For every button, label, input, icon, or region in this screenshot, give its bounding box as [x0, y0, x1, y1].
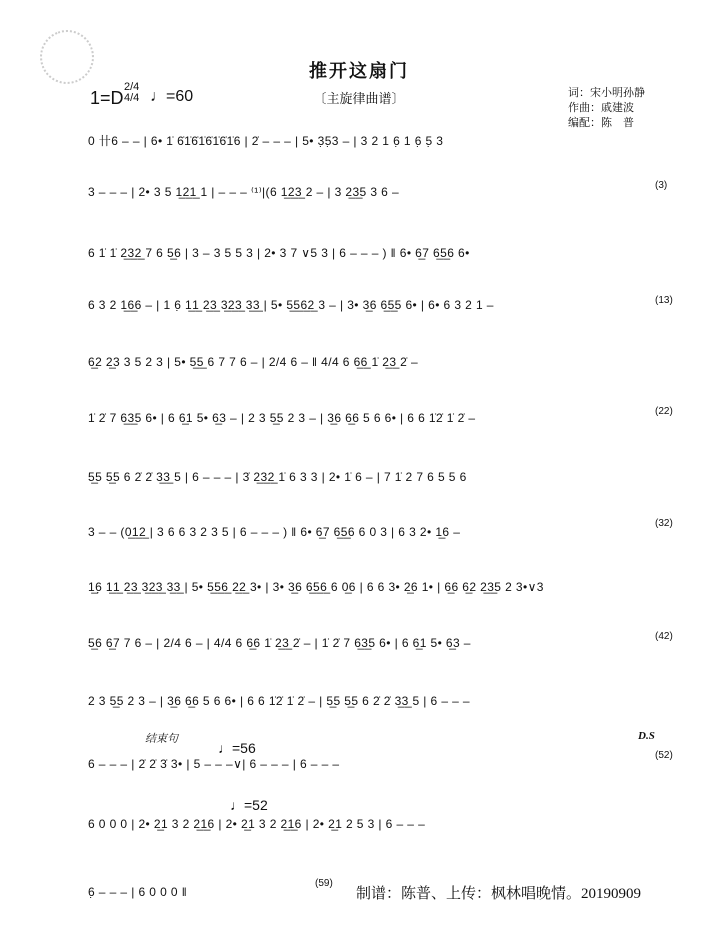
- score-line-9: 1̲6̣ 1̲1̲ 2̲3̲ 3̲2̲3̲ 3̲3̲ | 5• 5̲5̲6̲ 2̲2̲ 3• | 3• 3̲6 6̲5̲6̲ 6 0̲6 | 6 6 3• 2̲6 1• | 6̲6 6̲2 2̲3̲5 2 3•∨3: [88, 580, 544, 594]
- score-line-6: 1̇ 2̇ 7 6̲3̲5 6• | 6 6̲1 5• 6̲3 – | 2 3 5̲5 2 3 – | 3̲6 6̲6 5 6 6• | 6 6 1̇2̇ 1̇ 2̇ –: [88, 411, 476, 425]
- tempo-change-56: ♩=56: [218, 740, 256, 756]
- transcription-footer: 制谱：陈普、上传：枫林唱晚情。20190909: [356, 886, 642, 902]
- time-sig-first: 2/4: [124, 81, 140, 93]
- score-line-5: 6̲2 2̲3 3 5 2 3 | 5• 5̲5̲ 6 7 7 6 – | 2/4 6 – ‖ 4/4 6 6̲6̲ 1̇ 2̲3̲ 2̇ –: [88, 355, 419, 369]
- score-line-11: 2 3 5̲5 2 3 – | 3̲6 6̲6 5 6 6• | 6 6 1̇2̇ 1̇ 2̇ – | 5̲5 5̲5 6 2̇ 2̇ 3̲3̲ 5 | 6 – – –: [88, 694, 471, 708]
- time-signature: [124, 82, 139, 104]
- score-line-10: 5̲6 6̲7 7 6 – | 2/4 6 – | 4/4 6 6̲6 1̇ 2̲3̲ 2̇ – | 1̇ 2̇ 7 6̲3̲5 6• | 6 6̲1 5• 6̲3 –: [88, 636, 471, 650]
- measure-number: (22): [655, 406, 673, 417]
- ds-marking: D.S: [638, 730, 655, 742]
- arranger-credit: 编配：陈 普: [568, 117, 634, 129]
- composer-credit: 作曲：戚建波: [568, 102, 634, 114]
- lyricist-credit: 词：宋小明孙静: [568, 87, 645, 99]
- score-line-2: 3 – – – | 2• 3 5 1̲2̲1̲ 1 | – – – ⁽¹⁾|(6 1̲2̲3̲ 2 – | 3 2̲3̲5 3 6 –: [88, 185, 400, 199]
- score-subtitle: 〔主旋律曲谱〕: [313, 91, 405, 106]
- score-line-14: 6̣ – – – | 6 0 0 0 ‖: [88, 885, 188, 899]
- score-line-1: 0 卄6 – – | 6• 1̇ 6̇1̇6̇1̇6̇1̇6̇1̇6 | 2̇ – – – | 5• 3̣5̣3 – | 3 2 1 6̣ 1 6̣ 5̣ 3: [88, 134, 444, 148]
- measure-number: (32): [655, 518, 673, 529]
- score-title: 推开这扇门: [309, 61, 409, 81]
- score-line-8: 3 – – (0̲1̲2̲ | 3 6 6 3 2 3 5 | 6 – – – ) ‖ 6• 6̲7 6̲5̲6 6 0 3 | 6 3 2• 1̲6 –: [88, 525, 461, 539]
- time-sig-second: 4/4: [124, 92, 140, 104]
- key-signature: 1=D: [90, 88, 124, 108]
- measure-number: (13): [655, 295, 673, 306]
- score-line-7: 5̲5 5̲5 6 2̇ 2̇ 3̲3̲ 5 | 6 – – – | 3̇ 2̲3̲2̲ 1̇ 6 3 3 | 2• 1̇ 6 – | 7 1̇ 2 7 6 5 5 6: [88, 470, 467, 484]
- ending-phrase-label: 结束句: [145, 733, 178, 745]
- measure-number: (59): [315, 878, 333, 889]
- score-line-12: 6 – – – | 2̇ 2̇ 3̇ 3• | 5 – – –∨| 6 – – – | 6 – – –: [88, 757, 340, 771]
- tempo-marking: ♩=60: [150, 88, 194, 105]
- measure-number: (3): [655, 180, 668, 191]
- measure-number: (42): [655, 631, 673, 642]
- score-line-13: 6 0 0 0 | 2• 2̲1 3 2 2̲1̲6 | 2• 2̲1 3 2 2̲1̲6 | 2• 2̲1 2 5 3 | 6 – – –: [88, 817, 426, 831]
- score-line-4: 6 3 2 1̲6̲6 – | 1 6̣ 1̲1̲ 2̲3̲ 3̲2̲3̲ 3̲3̲ | 5• 5̲5̲6̲2̲ 3 – | 3• 3̲6 6̲5̲5 6• | 6• 6 3 2 1 –: [88, 298, 494, 312]
- tempo-change-52: ♩=52: [230, 797, 268, 813]
- measure-number: (52): [655, 750, 673, 761]
- score-line-3: 6 1̇ 1̇ 2̲3̲2̲ 7 6 5̲6 | 3 – 3 5 5 3 | 2• 3 7 ∨5 3 | 6 – – – ) ‖ 6• 6̲7 6̲5̲6 6•: [88, 246, 470, 260]
